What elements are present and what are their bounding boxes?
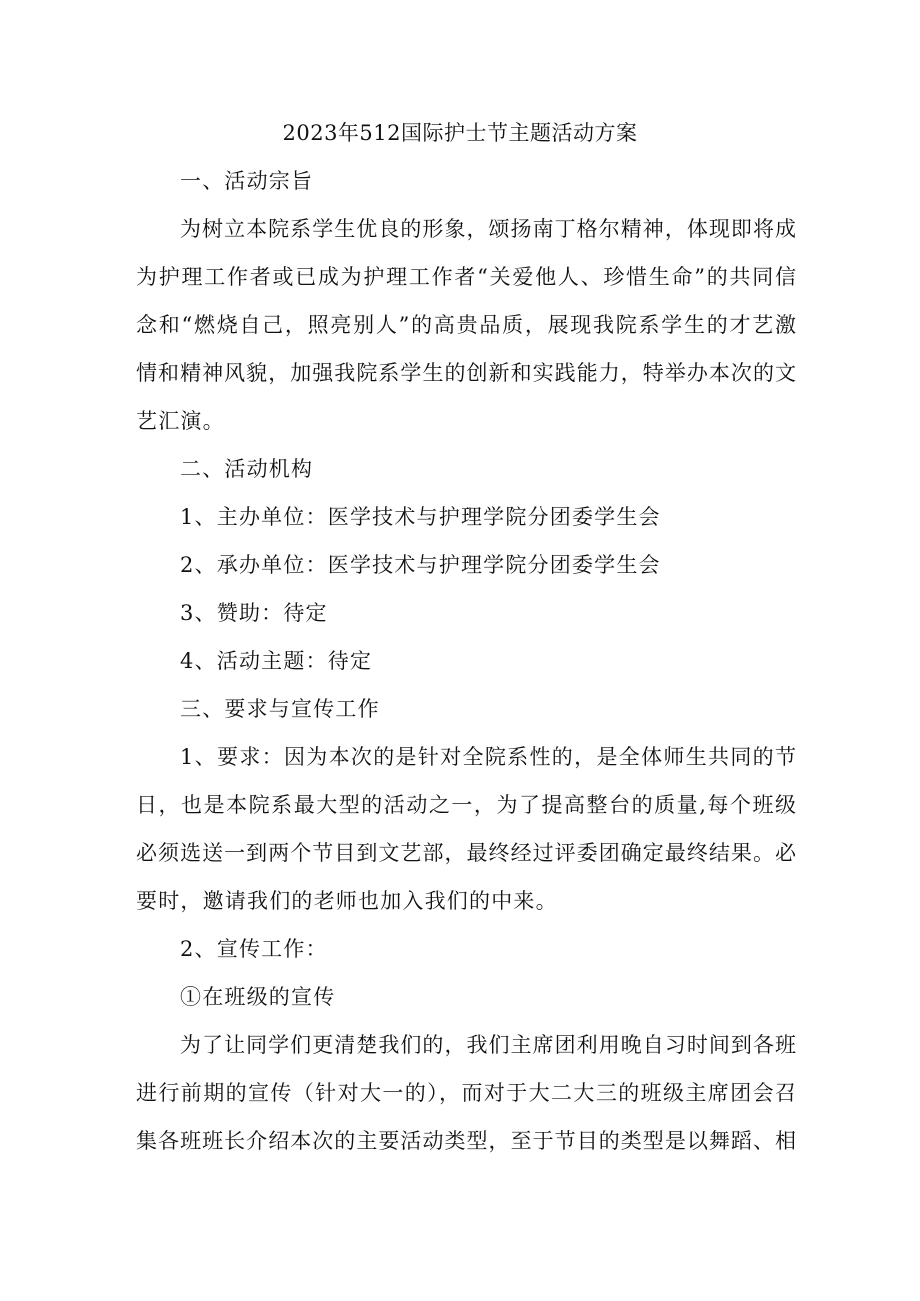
paragraph-line: 为了让同学们更清楚我们的，我们主席团利用晚自习时间到各班 (180, 1033, 796, 1057)
list-item: 2、承办单位：医学技术与护理学院分团委学生会 (180, 553, 661, 577)
paragraph-line: 进行前期的宣传（针对大一的），而对于大二大三的班级主席团会召 (136, 1081, 796, 1105)
paragraph-line: 1、要求：因为本次的是针对全院系性的，是全体师生共同的节 (180, 745, 796, 769)
paragraph-line: 必须选送一到两个节目到文艺部，最终经过评委团确定最终结果。必 (136, 841, 796, 865)
section-heading-requirements: 三、要求与宣传工作 (180, 697, 380, 721)
paragraph-line: 艺汇演。 (136, 409, 225, 433)
paragraph-line: 为护理工作者或已成为护理工作者“关爱他人、珍惜生命”的共同信 (136, 265, 796, 289)
document-title: 2023年512国际护士节主题活动方案 (282, 121, 638, 145)
subheading-publicity: 2、宣传工作： (180, 937, 328, 961)
list-item: 3、赞助：待定 (180, 601, 328, 625)
list-item: 4、活动主题：待定 (180, 649, 373, 673)
paragraph-line: 日，也是本院系最大型的活动之一，为了提高整台的质量,每个班级 (136, 793, 796, 817)
paragraph-line: 集各班班长介绍本次的主要活动类型，至于节目的类型是以舞蹈、相 (136, 1129, 796, 1153)
paragraph-line: 情和精神风貌，加强我院系学生的创新和实践能力，特举办本次的文 (136, 361, 796, 385)
list-item: 1、主办单位：医学技术与护理学院分团委学生会 (180, 505, 661, 529)
paragraph-line: 要时，邀请我们的老师也加入我们的中来。 (136, 889, 558, 913)
section-heading-organization: 二、活动机构 (180, 457, 314, 481)
paragraph-line: 为树立本院系学生优良的形象，颂扬南丁格尔精神，体现即将成 (180, 217, 796, 241)
paragraph-line: 念和“燃烧自己，照亮别人”的高贵品质，展现我院系学生的才艺激 (136, 313, 796, 337)
subheading-class-publicity: ①在班级的宣传 (180, 985, 336, 1009)
section-heading-purpose: 一、活动宗旨 (180, 169, 314, 193)
